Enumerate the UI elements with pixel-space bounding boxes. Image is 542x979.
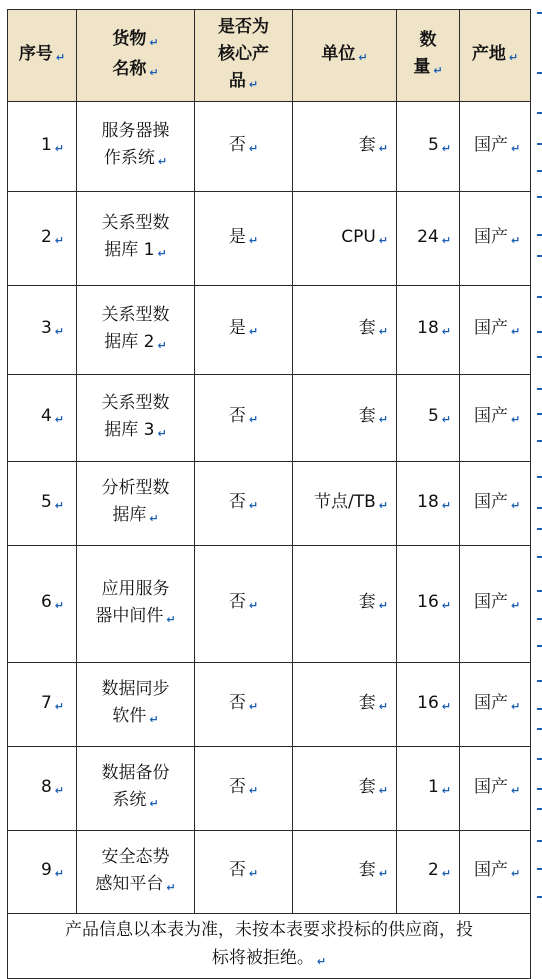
- cell-quantity: 18 ↵: [397, 286, 460, 375]
- header-core-product: 是否为 核心产 品 ↵: [195, 10, 293, 102]
- cell-unit: 套 ↵: [293, 286, 397, 375]
- header-row: [8, 10, 531, 102]
- margin-mark: [537, 896, 542, 898]
- paragraph-mark-icon: ↵: [378, 867, 388, 880]
- margin-mark: [537, 645, 542, 647]
- paragraph-mark-icon: ↵: [54, 325, 64, 338]
- paragraph-mark-icon: ↵: [157, 155, 168, 168]
- margin-mark: [537, 143, 542, 145]
- cell-seq: 6 ↵: [8, 546, 77, 663]
- paragraph-mark-icon: ↵: [54, 413, 64, 426]
- margin-mark: [537, 170, 542, 172]
- cell-seq: 2 ↵: [8, 192, 77, 286]
- table-row: [8, 192, 531, 286]
- cell-quantity: 18 ↵: [397, 462, 460, 546]
- table-row: [8, 747, 531, 831]
- margin-mark: [537, 708, 542, 710]
- header-quantity: 数 量 ↵: [397, 10, 460, 102]
- paragraph-mark-icon: ↵: [54, 783, 64, 797]
- table-row: [8, 286, 531, 375]
- paragraph-mark-icon: ↵: [248, 599, 259, 612]
- cell-unit: 套 ↵: [293, 747, 397, 831]
- table-row: [8, 462, 531, 546]
- cell-goods-name: 应用服务 器中间件 ↵: [77, 546, 195, 663]
- paragraph-mark-icon: ↵: [248, 867, 259, 880]
- cell-seq: 1 ↵: [8, 102, 77, 192]
- paragraph-mark-icon: ↵: [511, 141, 521, 155]
- margin-mark: [537, 808, 542, 810]
- note-row: [8, 914, 531, 979]
- paragraph-mark-icon: ↵: [511, 599, 521, 612]
- paragraph-mark-icon: ↵: [378, 699, 388, 713]
- margin-mark: [537, 680, 542, 682]
- paragraph-mark-icon: ↵: [166, 612, 176, 626]
- cell-core: 否 ↵: [195, 375, 293, 462]
- paragraph-mark-icon: ↵: [441, 233, 451, 247]
- margin-mark: [537, 556, 542, 558]
- table-row: [8, 663, 531, 747]
- paragraph-mark-icon: ↵: [441, 325, 451, 338]
- header-goods-name: 货物 ↵ 名称 ↵: [77, 10, 195, 102]
- cell-seq: 5 ↵: [8, 462, 77, 546]
- paragraph-mark-icon: ↵: [248, 233, 259, 247]
- cell-unit: 套 ↵: [293, 102, 397, 192]
- margin-mark: [537, 112, 542, 114]
- margin-mark: [537, 331, 542, 333]
- cell-core: 否 ↵: [195, 663, 293, 747]
- cell-quantity: 5 ↵: [397, 102, 460, 192]
- cell-unit: 套 ↵: [293, 375, 397, 462]
- cell-goods-name: 数据同步 软件 ↵: [77, 663, 195, 747]
- paragraph-mark-icon: ↵: [157, 338, 167, 352]
- paragraph-mark-icon: ↵: [149, 512, 159, 525]
- margin-mark: [537, 296, 542, 298]
- paragraph-mark-icon: ↵: [511, 233, 521, 247]
- paragraph-mark-icon: ↵: [441, 498, 451, 512]
- cell-core: 否 ↵: [195, 102, 293, 192]
- margin-mark: [537, 758, 542, 760]
- header-unit: 单位 ↵: [293, 10, 397, 102]
- margin-mark: [537, 413, 542, 415]
- margin-mark: [537, 788, 542, 790]
- cell-core: 否 ↵: [195, 546, 293, 663]
- paragraph-mark-icon: ↵: [511, 699, 521, 713]
- paragraph-mark-icon: ↵: [511, 325, 521, 338]
- table-row: [8, 375, 531, 462]
- header-origin: 产地 ↵: [460, 10, 531, 102]
- cell-goods-name: 关系型数 据库 2 ↵: [77, 286, 195, 375]
- paragraph-mark-icon: ↵: [149, 35, 159, 49]
- paragraph-mark-icon: ↵: [378, 413, 388, 426]
- paragraph-mark-icon: ↵: [54, 699, 64, 713]
- margin-mark: [537, 196, 542, 198]
- cell-origin: 国产 ↵: [460, 663, 531, 747]
- cell-quantity: 24 ↵: [397, 192, 460, 286]
- paragraph-mark-icon: ↵: [157, 247, 167, 260]
- cell-goods-name: 服务器操 作系统 ↵: [77, 102, 195, 192]
- paragraph-mark-icon: ↵: [441, 783, 451, 797]
- margin-mark: [537, 476, 542, 478]
- cell-seq: 9 ↵: [8, 831, 77, 914]
- margin-mark: [537, 618, 542, 620]
- table-row: [8, 831, 531, 914]
- paragraph-mark-icon: ↵: [54, 233, 64, 247]
- cell-unit: 套 ↵: [293, 831, 397, 914]
- paragraph-mark-icon: ↵: [511, 498, 521, 512]
- paragraph-mark-icon: ↵: [157, 426, 167, 440]
- table-row: [8, 546, 531, 663]
- margin-marks: [532, 0, 542, 978]
- paragraph-mark-icon: ↵: [378, 498, 388, 512]
- cell-goods-name: 分析型数 据库 ↵: [77, 462, 195, 546]
- margin-mark: [537, 868, 542, 870]
- cell-unit: CPU ↵: [293, 192, 397, 286]
- paragraph-mark-icon: ↵: [358, 50, 368, 64]
- cell-origin: 国产 ↵: [460, 462, 531, 546]
- cell-core: 否 ↵: [195, 462, 293, 546]
- paragraph-mark-icon: ↵: [248, 77, 259, 91]
- note-line-1: 产品信息以本表为准，未按本表要求投标的供应商，投: [65, 920, 473, 940]
- cell-quantity: 2 ↵: [397, 831, 460, 914]
- paragraph-mark-icon: ↵: [441, 413, 451, 426]
- cell-seq: 3 ↵: [8, 286, 77, 375]
- cell-origin: 国产 ↵: [460, 286, 531, 375]
- paragraph-mark-icon: ↵: [149, 797, 159, 810]
- cell-core: 否 ↵: [195, 831, 293, 914]
- paragraph-mark-icon: ↵: [248, 413, 259, 426]
- paragraph-mark-icon: ↵: [511, 413, 521, 426]
- cell-origin: 国产 ↵: [460, 747, 531, 831]
- paragraph-mark-icon: ↵: [149, 65, 159, 79]
- product-table: [7, 9, 531, 979]
- cell-origin: 国产 ↵: [460, 375, 531, 462]
- margin-mark: [537, 12, 542, 14]
- margin-mark: [537, 356, 542, 358]
- paragraph-mark-icon: ↵: [511, 783, 521, 797]
- paragraph-mark-icon: ↵: [511, 867, 521, 880]
- cell-core: 是 ↵: [195, 286, 293, 375]
- cell-origin: 国产 ↵: [460, 546, 531, 663]
- cell-quantity: 16 ↵: [397, 663, 460, 747]
- cell-quantity: 5 ↵: [397, 375, 460, 462]
- margin-mark: [537, 528, 542, 530]
- paragraph-mark-icon: ↵: [55, 50, 66, 64]
- paragraph-mark-icon: ↵: [54, 599, 64, 612]
- margin-mark: [537, 440, 542, 442]
- cell-quantity: 16 ↵: [397, 546, 460, 663]
- margin-mark: [537, 388, 542, 390]
- margin-mark: [537, 840, 542, 842]
- header-seq: 序号 ↵: [8, 10, 77, 102]
- paragraph-mark-icon: ↵: [54, 867, 64, 880]
- paragraph-mark-icon: ↵: [441, 599, 451, 612]
- paragraph-mark-icon: ↵: [248, 141, 259, 155]
- paragraph-mark-icon: ↵: [378, 233, 388, 247]
- cell-origin: 国产 ↵: [460, 831, 531, 914]
- cell-unit: 节点/TB ↵: [293, 462, 397, 546]
- margin-mark: [537, 255, 542, 257]
- paragraph-mark-icon: ↵: [166, 880, 176, 894]
- paragraph-mark-icon: ↵: [508, 50, 519, 64]
- cell-goods-name: 关系型数 据库 3 ↵: [77, 375, 195, 462]
- paragraph-mark-icon: ↵: [248, 498, 259, 512]
- paragraph-mark-icon: ↵: [54, 141, 64, 155]
- margin-mark: [537, 72, 542, 74]
- paragraph-mark-icon: ↵: [248, 783, 259, 797]
- cell-seq: 8 ↵: [8, 747, 77, 831]
- note-line-2: 标将被拒绝。: [211, 948, 314, 968]
- cell-origin: 国产 ↵: [460, 102, 531, 192]
- cell-core: 是 ↵: [195, 192, 293, 286]
- paragraph-mark-icon: ↵: [54, 498, 64, 512]
- paragraph-mark-icon: ↵: [378, 141, 388, 155]
- paragraph-mark-icon: ↵: [441, 699, 451, 713]
- cell-origin: 国产 ↵: [460, 192, 531, 286]
- paragraph-mark-icon: ↵: [378, 783, 388, 797]
- paragraph-mark-icon: ↵: [149, 713, 159, 726]
- margin-mark: [537, 728, 542, 730]
- margin-mark: [537, 590, 542, 592]
- cell-goods-name: 关系型数 据库 1 ↵: [77, 192, 195, 286]
- margin-mark: [537, 507, 542, 509]
- paragraph-mark-icon: ↵: [441, 867, 451, 880]
- paragraph-mark-icon: ↵: [378, 325, 388, 338]
- paragraph-mark-icon: ↵: [248, 325, 259, 338]
- cell-core: 否 ↵: [195, 747, 293, 831]
- paragraph-mark-icon: ↵: [248, 699, 259, 713]
- cell-quantity: 1 ↵: [397, 747, 460, 831]
- cell-goods-name: 安全态势 感知平台 ↵: [77, 831, 195, 914]
- cell-seq: 4 ↵: [8, 375, 77, 462]
- note-cell: [8, 914, 531, 979]
- cell-unit: 套 ↵: [293, 663, 397, 747]
- paragraph-mark-icon: ↵: [316, 955, 327, 968]
- cell-seq: 7 ↵: [8, 663, 77, 747]
- margin-mark: [537, 234, 542, 236]
- paragraph-mark-icon: ↵: [433, 64, 443, 77]
- paragraph-mark-icon: ↵: [378, 599, 388, 612]
- table-row: [8, 102, 531, 192]
- cell-unit: 套 ↵: [293, 546, 397, 663]
- paragraph-mark-icon: ↵: [441, 141, 451, 155]
- cell-goods-name: 数据备份 系统 ↵: [77, 747, 195, 831]
